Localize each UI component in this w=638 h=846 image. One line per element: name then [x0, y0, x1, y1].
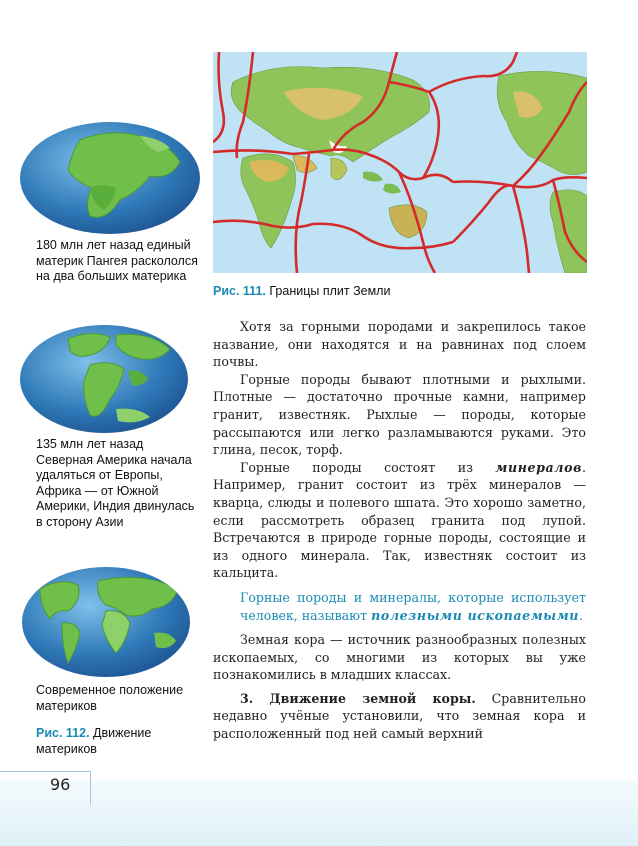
- term-minerals: минералов: [495, 459, 582, 475]
- plate-boundaries-map: [213, 52, 587, 273]
- term-mineral-resources: полезными ископаемыми: [371, 607, 580, 623]
- paragraph-crust-movement: [213, 690, 586, 743]
- paragraph-rock-types: Горные породы бывают плотными и рыхлыми. Плотные — достаточно прочные камни, например гранит, известняк. Рыхлые — породы, которые рассыпаются или легко разламываются руками. Это глина, песок, торф.: [213, 371, 586, 458]
- section-text-crust-movement: Сравнительно недавно учёные установили, что земная кора и расположенный под ней самый верхний: [213, 690, 586, 742]
- figure-112-caption: [36, 726, 196, 757]
- figure-112-label: Рис. 112.: [36, 726, 90, 740]
- paragraph-rocks-location: Хотя за горными породами и закрепилось такое название, они находятся и на равнинах под слоем почвы.: [213, 319, 586, 370]
- globe-modern-caption: Современное положение материков: [36, 683, 184, 713]
- paragraph-minerals-after: . Например, гранит состоит из трёх минералов — кварца, слюды и полевого шпата. Это хорошо заметно, если рассмотреть образец гранита под лупой. Встречаются в природе горные породы, состоящие и из одного минерала. Так, известняк состоит из кальцита.: [213, 459, 586, 581]
- figure-111-label: Рис. 111.: [213, 284, 266, 298]
- page-number-rule: [0, 771, 90, 772]
- definition-before: Горные породы и минералы, которые использует человек, называют: [240, 589, 586, 623]
- globe-135-ma-caption: 135 млн лет назад Северная Америка начала удаляться от Европы, Африка — от Южной Америки, Индия двинулась в сторону Азии: [36, 437, 195, 529]
- page-number: 96: [50, 775, 71, 794]
- figure-111-caption: [213, 284, 587, 300]
- main-text-column: [213, 318, 586, 743]
- paragraph-minerals: [213, 459, 586, 582]
- globe-pangea: [20, 122, 200, 234]
- globe-modern: [22, 567, 190, 677]
- figure-112-text: Движение материков: [36, 726, 152, 756]
- section-heading-crust-movement: 3. Движение земной коры.: [240, 690, 476, 706]
- paragraph-earth-crust-resources: Земная кора — источник разнообразных полезных ископаемых, со многими из которых вы уже познакомились в младших классах.: [213, 632, 586, 683]
- page-number-rule-vertical: [90, 771, 91, 805]
- page-bottom-band: [0, 780, 638, 846]
- definition-box: [240, 589, 586, 624]
- globe-pangea-caption: 180 млн лет назад единый материк Пангея раскололся на два больших материка: [36, 238, 198, 283]
- definition-after: .: [579, 607, 584, 623]
- figure-111-text: Границы плит Земли: [269, 284, 391, 298]
- globe-135-ma: [20, 325, 188, 433]
- paragraph-minerals-before: Горные породы состоят из: [240, 459, 496, 475]
